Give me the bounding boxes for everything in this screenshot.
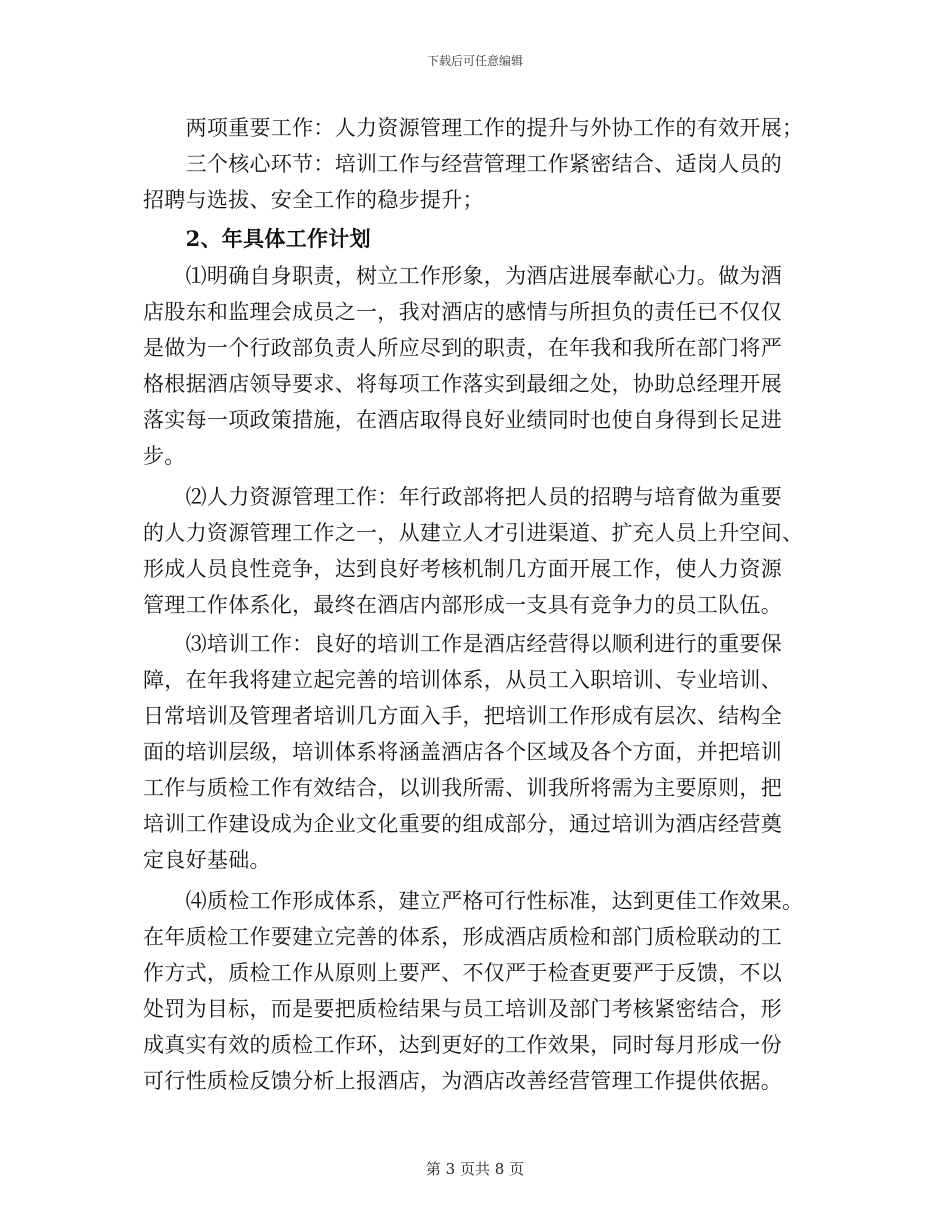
paragraph-line: 在年质检工作要建立完善的体系，形成酒店质检和部门质检联动的工 — [143, 925, 782, 949]
paragraph-line: 可行性质检反馈分析上报酒店，为酒店改善经营管理工作提供依据。 — [143, 1069, 782, 1093]
paragraph-line: 成真实有效的质检工作环，达到更好的工作效果，同时每月形成一份 — [143, 1033, 782, 1057]
paragraph-line: 管理工作体系化，最终在酒店内部形成一支具有竞争力的员工队伍。 — [143, 593, 782, 617]
paragraph-line: ⑴明确自身职责，树立工作形象，为酒店进展奉献心力。做为酒 — [143, 264, 782, 288]
paragraph-line: ⑵人力资源管理工作：年行政部将把人员的招聘与培育做为重要 — [143, 485, 782, 509]
paragraph-line: 落实每一项政策措施，在酒店取得良好业绩同时也使自身得到长足进 — [143, 408, 782, 432]
paragraph-line: 两项重要工作：人力资源管理工作的提升与外协工作的有效开展； — [143, 116, 804, 140]
paragraph-line: 是做为一个行政部负责人所应尽到的职责，在年我和我所在部门将严 — [143, 336, 782, 360]
paragraph-line: 面的培训层级，培训体系将涵盖酒店各个区域及各个方面，并把培训 — [143, 740, 782, 764]
paragraph-line: 招聘与选拔、安全工作的稳步提升； — [143, 188, 484, 212]
section-heading: 2、年具体工作计划 — [143, 226, 371, 251]
paragraph-line: 障，在年我将建立起完善的培训体系，从员工入职培训、专业培训、 — [143, 668, 782, 692]
paragraph-line: ⑷质检工作形成体系，建立严格可行性标准，达到更佳工作效果。 — [143, 889, 804, 913]
paragraph-line: 日常培训及管理者培训几方面入手，把培训工作形成有层次、结构全 — [143, 704, 782, 728]
paragraph-line: 步。 — [143, 444, 186, 468]
paragraph-line: 作方式，质检工作从原则上要严、不仅严于检查更要严于反馈，不以 — [143, 961, 782, 985]
paragraph-line: 处罚为目标，而是要把质检结果与员工培训及部门考核紧密结合，形 — [143, 997, 782, 1021]
paragraph-line: 格根据酒店领导要求、将每项工作落实到最细之处，协助总经理开展 — [143, 372, 782, 396]
paragraph-line: 培训工作建设成为企业文化重要的组成部分，通过培训为酒店经营奠 — [143, 812, 782, 836]
paragraph-line: 工作与质检工作有效结合，以训我所需、训我所将需为主要原则，把 — [143, 776, 782, 800]
page-header: 下载后可任意编辑 — [426, 54, 523, 68]
paragraph-line: 的人力资源管理工作之一，从建立人才引进渠道、扩充人员上升空间、 — [143, 521, 804, 545]
paragraph-line: 定良好基础。 — [143, 848, 271, 872]
page-footer: 第 3 页共 8 页 — [425, 1160, 525, 1178]
paragraph-line: 三个核心环节：培训工作与经营管理工作紧密结合、适岗人员的 — [143, 152, 782, 176]
paragraph-line: 店股东和监理会成员之一，我对酒店的感情与所担负的责任已不仅仅 — [143, 300, 782, 324]
paragraph-line: 形成人员良性竞争，达到良好考核机制几方面开展工作，使人力资源 — [143, 557, 782, 581]
paragraph-line: ⑶培训工作：良好的培训工作是酒店经营得以顺利进行的重要保 — [143, 632, 782, 656]
